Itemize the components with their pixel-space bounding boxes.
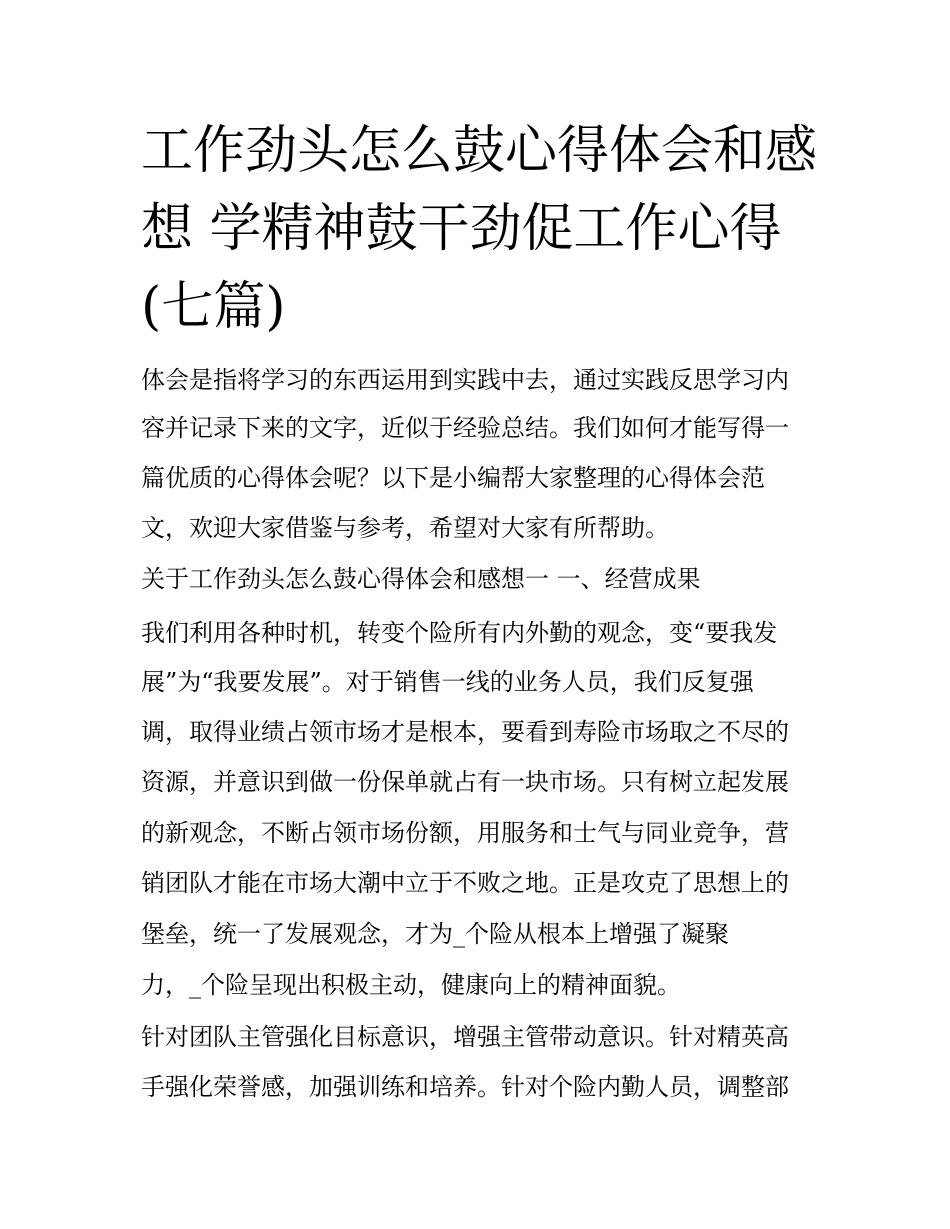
paragraph-line-1: 我们利用各种时机，转变个险所有内外勤的观念，变“要我发 <box>141 619 778 647</box>
paragraph-line-5: 的新观念，不断占领市场份额，用服务和士气与同业竞争，营 <box>141 819 789 847</box>
title-line-3: (七篇) <box>141 277 286 337</box>
paragraph-line-3: 调，取得业绩占领市场才是根本，要看到寿险市场取之不尽的 <box>141 718 789 746</box>
section-heading: 关于工作劲头怎么鼓心得体会和感想一 一、经营成果 <box>141 565 701 593</box>
paragraph-line-6: 销团队才能在市场大潮中立于不败之地。正是攻克了思想上的 <box>141 869 789 897</box>
paragraph-line-2: 展”为“我要发展”。对于销售一线的业务人员，我们反复强 <box>141 668 754 696</box>
paragraph-line-10: 手强化荣誉感，加强训练和培养。针对个险内勤人员，调整部 <box>141 1073 789 1101</box>
paragraph-line-4: 资源，并意识到做一份保单就占有一块市场。只有树立起发展 <box>141 768 789 796</box>
title-line-1: 工作劲头怎么鼓心得体会和感 <box>141 121 818 181</box>
document-title <box>141 112 821 346</box>
intro-line-4: 文，欢迎大家借鉴与参考，希望对大家有所帮助。 <box>141 514 669 542</box>
title-line-2: 想 学精神鼓干劲促工作心得 <box>141 199 782 259</box>
intro-line-2: 容并记录下来的文字，近似于经验总结。我们如何才能写得一 <box>141 414 789 442</box>
paragraph-line-9: 针对团队主管强化目标意识，增强主管带动意识。针对精英高 <box>141 1023 789 1051</box>
intro-line-1: 体会是指将学习的东西运用到实践中去，通过实践反思学习内 <box>141 366 789 394</box>
intro-line-3: 篇优质的心得体会呢？以下是小编帮大家整理的心得体会范 <box>141 464 765 492</box>
paragraph-line-8: 力，_个险呈现出积极主动，健康向上的精神面貌。 <box>141 971 681 999</box>
paragraph-line-7: 堡垒，统一了发展观念，才为_个险从根本上增强了凝聚 <box>141 920 729 948</box>
